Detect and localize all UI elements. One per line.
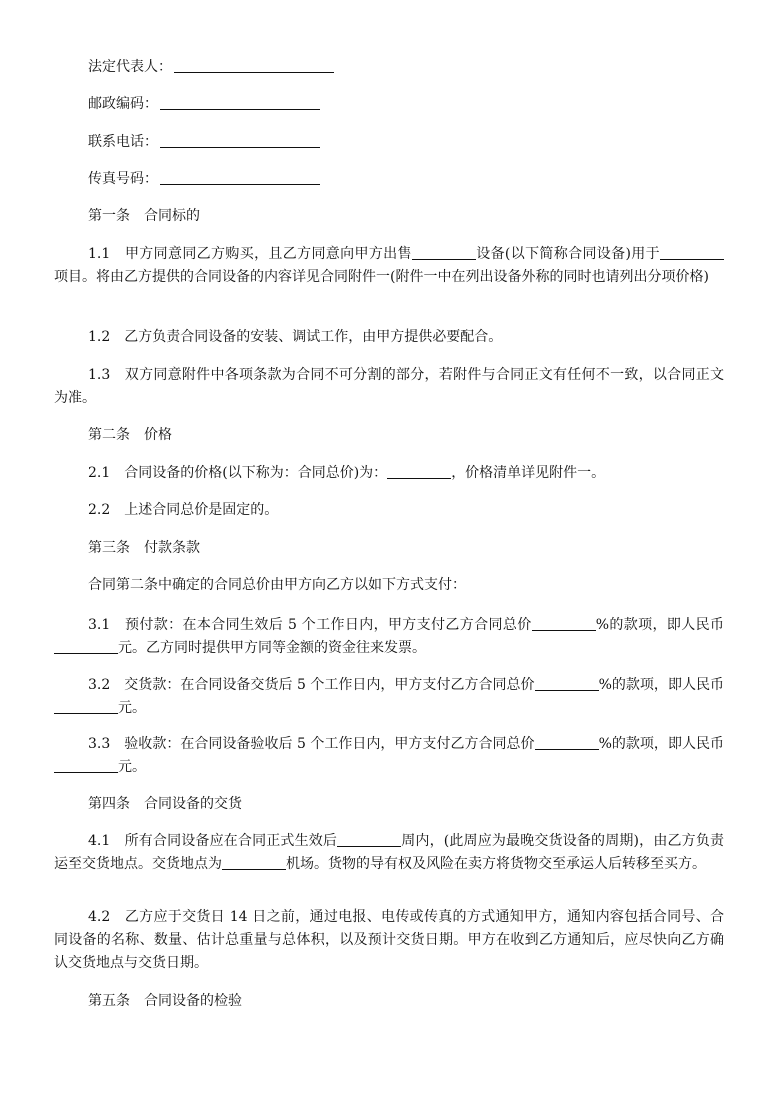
clause-1-2: 1.2 乙方负责合同设备的安装、调试工作，由甲方提供必要配合。 <box>88 329 503 345</box>
fax-row <box>88 168 320 191</box>
postal-code-label: 邮政编码： <box>88 96 158 112</box>
section-5-title: 第五条 合同设备的检验 <box>88 993 242 1009</box>
clause-3-intro: 合同第二条中确定的合同总价由甲方向乙方以如下方式支付： <box>88 577 466 593</box>
phone-row <box>88 131 320 154</box>
legal-representative-label: 法定代表人： <box>88 59 172 75</box>
legal-representative-row <box>88 56 334 79</box>
clause-3-3: 3.3 验收款：在合同设备验收后 5 个工作日内，甲方支付乙方合同总价 %的款项，即人民币元。 <box>54 733 724 779</box>
acceptance-amount-blank[interactable] <box>54 758 118 773</box>
postal-code-blank[interactable] <box>160 95 320 110</box>
clause-4-2: 4.2 乙方应于交货日 14 日之前，通过电报、电传或传真的方式通知甲方，通知内容包括合同号、合同设备的名称、数量、估计总重量与总体积，以及预计交货日期。甲方在收到乙方通知后，应尽快向乙方确认交货地点与交货日期。 <box>54 909 724 971</box>
clause-4-1: 4.1 所有合同设备应在合同正式生效后 周内，(此周应为最晚交货设备的周期)，由乙方负责运至交货地点。交货地点为 机场。货物的导有权及风险在卖方将货物交至承运人后转移至买方。 <box>54 833 724 872</box>
total-price-blank[interactable] <box>387 464 451 479</box>
delivery-place-blank[interactable] <box>222 855 286 870</box>
prepayment-amount-blank[interactable] <box>54 639 118 654</box>
clause-1-1: 1.1 甲方同意同乙方购买，且乙方同意向甲方出售 设备(以下简称合同设备)用于项目。将由乙方提供的合同设备的内容详见合同附件一(附件一中在列出设备外称的同时也请列出分项价格) <box>54 243 724 289</box>
project-name-blank[interactable] <box>660 245 724 260</box>
section-4-title: 第四条 合同设备的交货 <box>88 796 242 812</box>
phone-label: 联系电话： <box>88 134 158 150</box>
fax-blank[interactable] <box>160 170 320 185</box>
equipment-name-blank[interactable] <box>412 245 476 260</box>
postal-code-row <box>88 93 320 116</box>
acceptance-percent-blank[interactable] <box>535 735 599 750</box>
delivery-weeks-blank[interactable] <box>337 832 401 847</box>
section-3-title: 第三条 付款条款 <box>88 540 200 556</box>
section-1-title: 第一条 合同标的 <box>88 208 200 224</box>
delivery-percent-blank[interactable] <box>535 676 599 691</box>
clause-1-3: 1.3 双方同意附件中各项条款为合同不可分割的部分，若附件与合同正文有任何不一致，以合同正文为准。 <box>54 367 724 406</box>
fax-label: 传真号码： <box>88 171 158 187</box>
prepayment-percent-blank[interactable] <box>532 616 596 631</box>
section-2-title: 第二条 价格 <box>88 427 172 443</box>
clause-3-1: 3.1 预付款：在本合同生效后 5 个工作日内，甲方支付乙方合同总价 %的款项，即人民币元。乙方同时提供甲方同等金额的资金往来发票。 <box>54 614 724 660</box>
clause-3-2: 3.2 交货款：在合同设备交货后 5 个工作日内，甲方支付乙方合同总价 %的款项，即人民币元。 <box>54 674 724 720</box>
clause-2-1: 2.1 合同设备的价格(以下称为：合同总价)为： ，价格清单详见附件一。 <box>88 465 606 481</box>
phone-blank[interactable] <box>160 133 320 148</box>
clause-2-2: 2.2 上述合同总价是固定的。 <box>88 502 279 518</box>
legal-representative-blank[interactable] <box>174 58 334 73</box>
delivery-amount-blank[interactable] <box>54 699 118 714</box>
